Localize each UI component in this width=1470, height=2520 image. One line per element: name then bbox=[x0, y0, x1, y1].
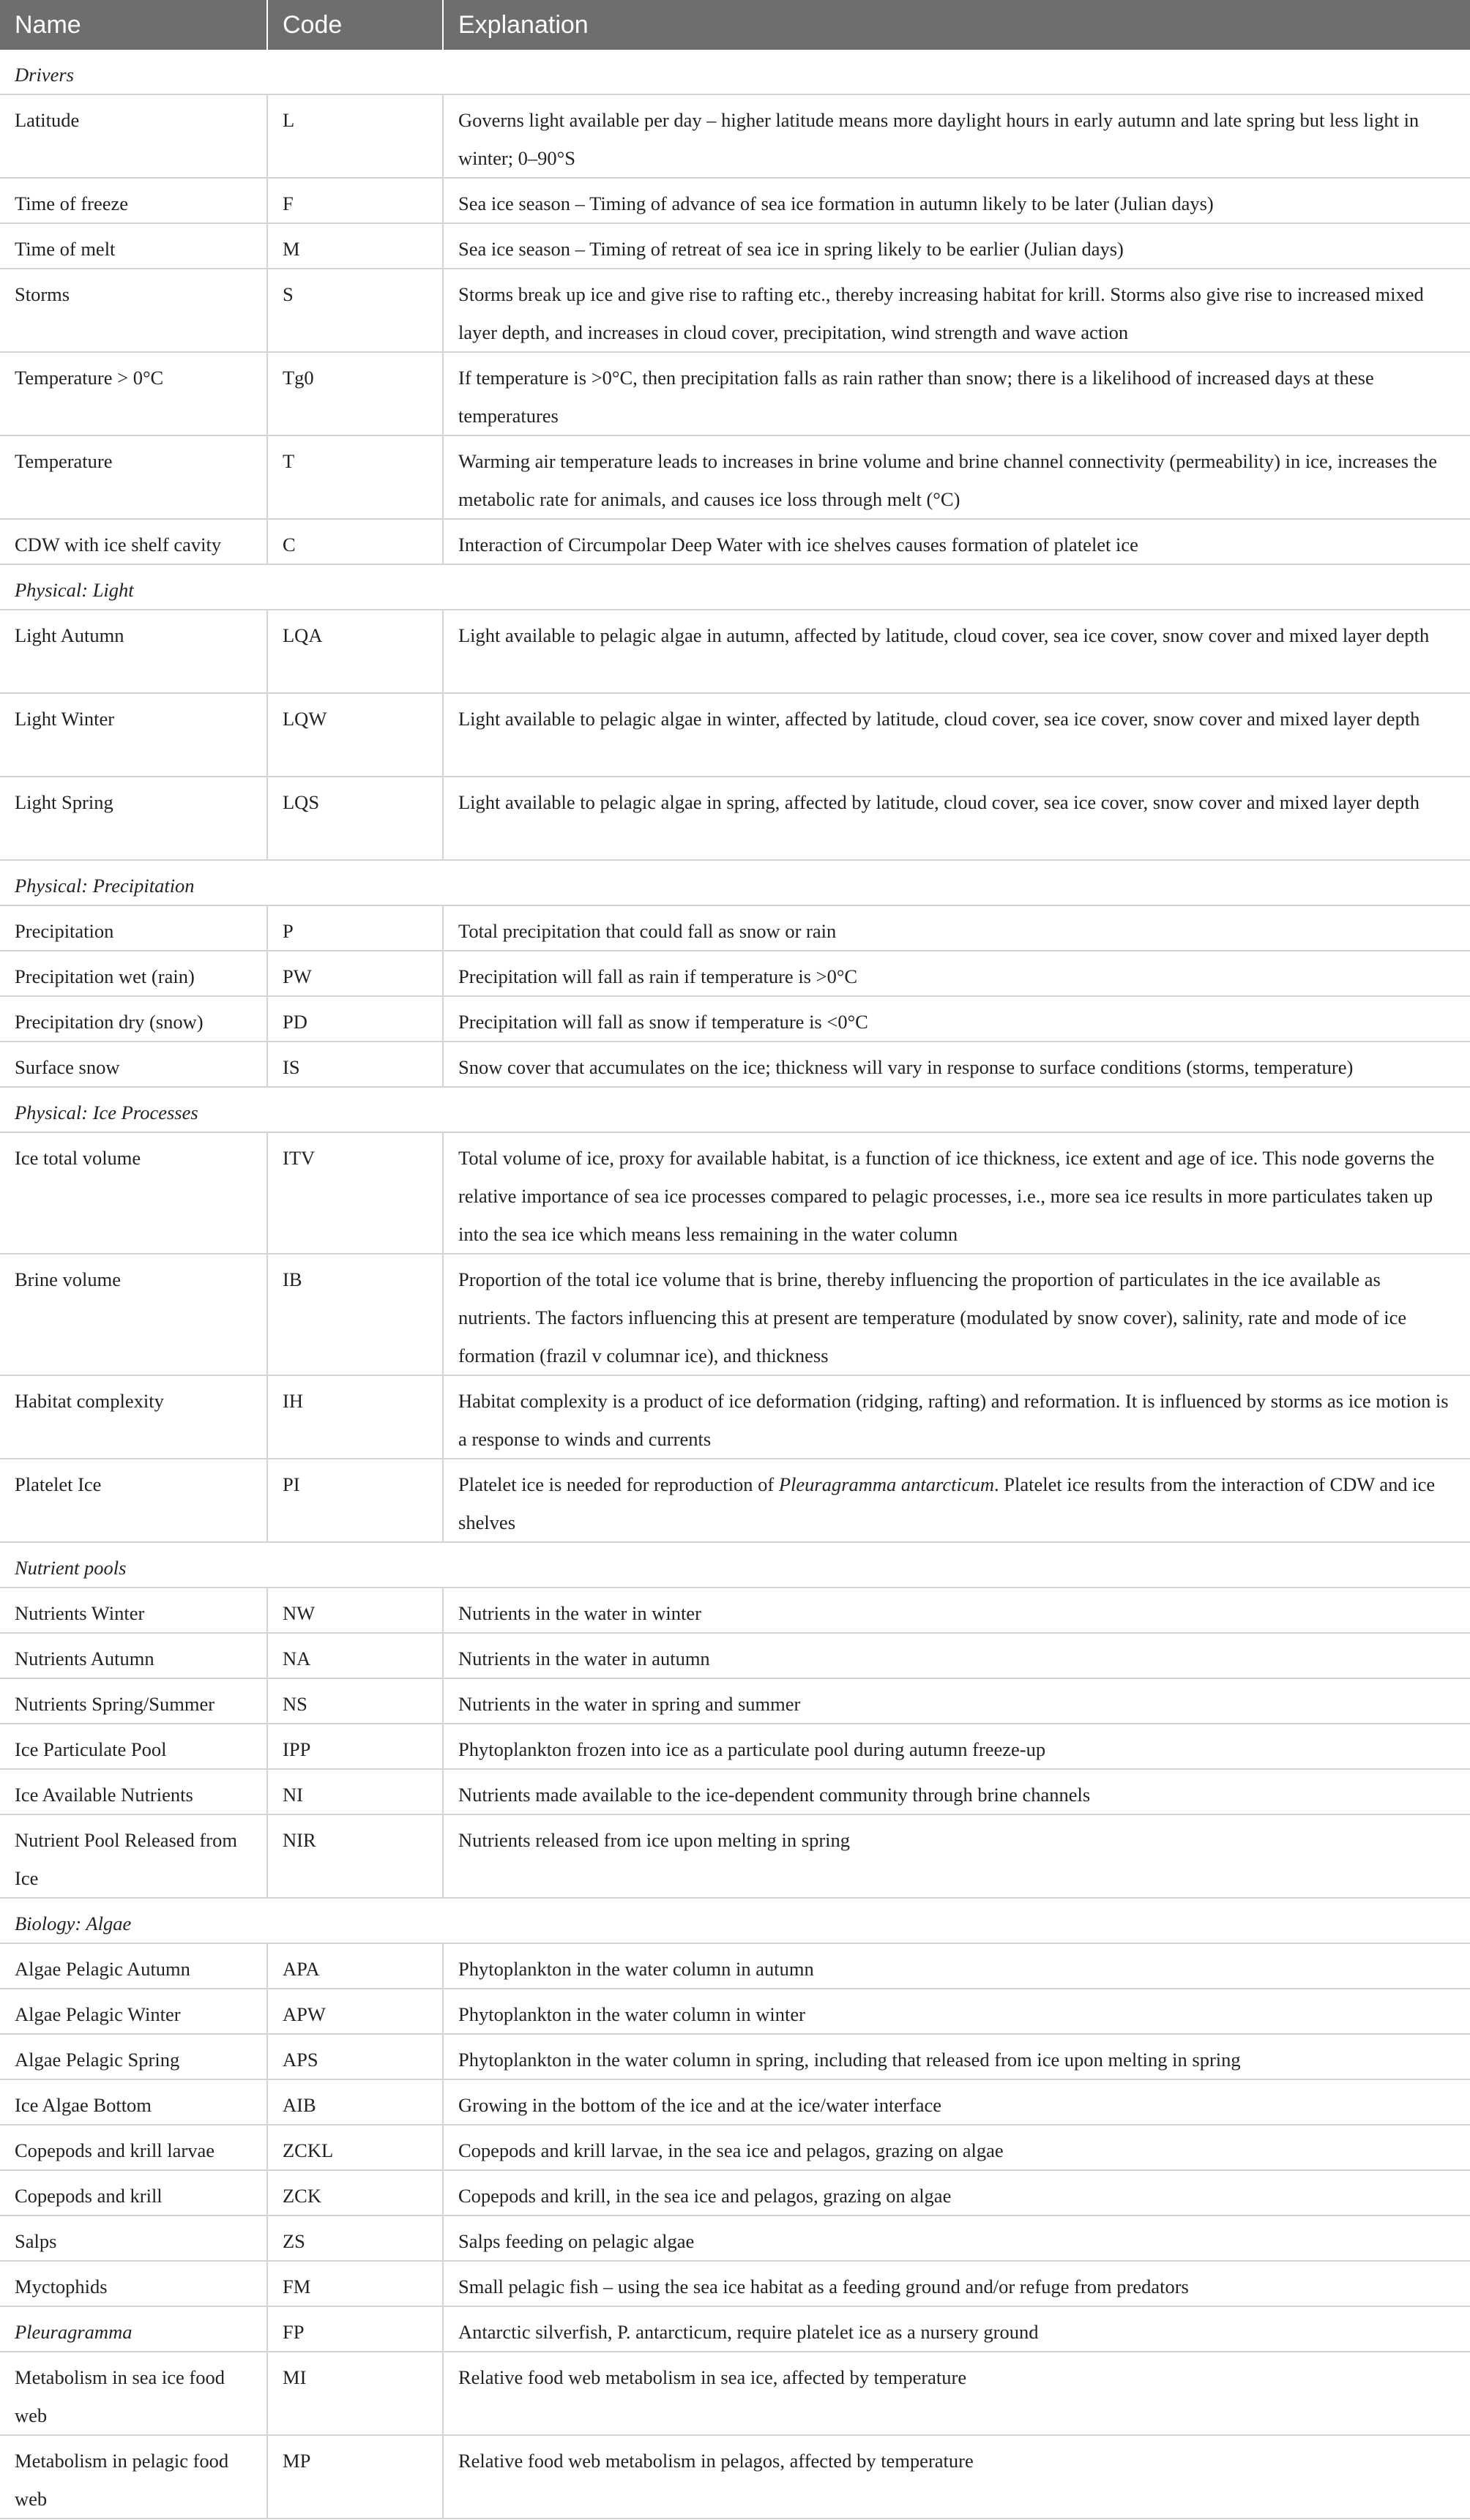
row-code: IB bbox=[267, 1254, 443, 1375]
row-code: APW bbox=[267, 1989, 443, 2034]
row-code: S bbox=[267, 269, 443, 352]
row-explanation: Copepods and krill larvae, in the sea ice and pelagos, grazing on algae bbox=[443, 2125, 1470, 2170]
row-name: Time of freeze bbox=[0, 178, 267, 223]
row-name: Algae Pelagic Spring bbox=[0, 2034, 267, 2079]
row-explanation: If temperature is >0°C, then precipitation falls as rain rather than snow; there is a likelihood of increased days at these temperatures bbox=[443, 352, 1470, 435]
row-code: C bbox=[267, 519, 443, 564]
row-name: Precipitation wet (rain) bbox=[0, 951, 267, 996]
row-code: PW bbox=[267, 951, 443, 996]
row-name: Algae Pelagic Autumn bbox=[0, 1943, 267, 1989]
table-row bbox=[0, 2125, 1470, 2170]
table-row bbox=[0, 1724, 1470, 1769]
row-code: MP bbox=[267, 2435, 443, 2519]
row-name: Ice Algae Bottom bbox=[0, 2079, 267, 2125]
row-name: Platelet Ice bbox=[0, 1459, 267, 1542]
table-row bbox=[0, 1042, 1470, 1087]
table-row bbox=[0, 1989, 1470, 2034]
row-explanation: Sea ice season – Timing of advance of sea ice formation in autumn likely to be later (Julian days) bbox=[443, 178, 1470, 223]
row-code: LQW bbox=[267, 693, 443, 777]
row-code: M bbox=[267, 223, 443, 269]
row-name: Nutrients Autumn bbox=[0, 1633, 267, 1678]
row-code: PI bbox=[267, 1459, 443, 1542]
row-code: ZCK bbox=[267, 2170, 443, 2216]
row-name: Ice Particulate Pool bbox=[0, 1724, 267, 1769]
row-explanation: Small pelagic fish – using the sea ice habitat as a feeding ground and/or refuge from predators bbox=[443, 2261, 1470, 2306]
table-row bbox=[0, 2079, 1470, 2125]
row-explanation: Precipitation will fall as rain if temperature is >0°C bbox=[443, 951, 1470, 996]
section-row bbox=[0, 1542, 1470, 1588]
row-code: LQS bbox=[267, 777, 443, 860]
header-name: Name bbox=[0, 0, 267, 50]
section-title: Physical: Ice Processes bbox=[0, 1087, 1470, 1132]
table-row bbox=[0, 1459, 1470, 1542]
row-explanation: Governs light available per day – higher latitude means more daylight hours in early autumn and late spring but less light in winter; 0–90°S bbox=[443, 94, 1470, 178]
row-name: Storms bbox=[0, 269, 267, 352]
row-code: NI bbox=[267, 1769, 443, 1814]
table-row bbox=[0, 1678, 1470, 1724]
row-code: IPP bbox=[267, 1724, 443, 1769]
row-name: CDW with ice shelf cavity bbox=[0, 519, 267, 564]
row-explanation bbox=[443, 1459, 1470, 1542]
row-explanation: Nutrients made available to the ice-dependent community through brine channels bbox=[443, 1769, 1470, 1814]
row-explanation: Precipitation will fall as snow if temperature is <0°C bbox=[443, 996, 1470, 1042]
row-name: Copepods and krill larvae bbox=[0, 2125, 267, 2170]
row-explanation: Nutrients in the water in winter bbox=[443, 1588, 1470, 1633]
row-code: ZS bbox=[267, 2216, 443, 2261]
row-explanation: Phytoplankton in the water column in autumn bbox=[443, 1943, 1470, 1989]
row-explanation: Light available to pelagic algae in autumn, affected by latitude, cloud cover, sea ice cover, snow cover and mixed layer depth bbox=[443, 610, 1470, 693]
row-code: AIB bbox=[267, 2079, 443, 2125]
row-name: Metabolism in sea ice food web bbox=[0, 2352, 267, 2435]
row-explanation: Proportion of the total ice volume that is brine, thereby influencing the proportion of particulates in the ice available as nutrients. The factors influencing this at present are temperature (modulated by snow cover), salinity, rate and mode of ice formation (frazil v columnar ice), and thickness bbox=[443, 1254, 1470, 1375]
table-row bbox=[0, 996, 1470, 1042]
row-name: Brine volume bbox=[0, 1254, 267, 1375]
row-explanation: Growing in the bottom of the ice and at the ice/water interface bbox=[443, 2079, 1470, 2125]
row-code: F bbox=[267, 178, 443, 223]
row-explanation: Interaction of Circumpolar Deep Water with ice shelves causes formation of platelet ice bbox=[443, 519, 1470, 564]
row-explanation: Nutrients released from ice upon melting in spring bbox=[443, 1814, 1470, 1898]
row-code: MI bbox=[267, 2352, 443, 2435]
table-row bbox=[0, 2034, 1470, 2079]
table-row bbox=[0, 1943, 1470, 1989]
row-name: Temperature bbox=[0, 435, 267, 519]
section-title: Physical: Light bbox=[0, 564, 1470, 610]
table-row bbox=[0, 2216, 1470, 2261]
row-explanation: Salps feeding on pelagic algae bbox=[443, 2216, 1470, 2261]
table-row bbox=[0, 693, 1470, 777]
row-name: Precipitation bbox=[0, 905, 267, 951]
row-code: APA bbox=[267, 1943, 443, 1989]
row-explanation: Relative food web metabolism in sea ice, affected by temperature bbox=[443, 2352, 1470, 2435]
row-explanation: Phytoplankton frozen into ice as a particulate pool during autumn freeze-up bbox=[443, 1724, 1470, 1769]
table-row bbox=[0, 610, 1470, 693]
header-row bbox=[0, 0, 1470, 50]
section-title: Biology: Algae bbox=[0, 1898, 1470, 1943]
table-row bbox=[0, 1254, 1470, 1375]
table-row bbox=[0, 905, 1470, 951]
row-explanation: Habitat complexity is a product of ice deformation (ridging, rafting) and reformation. It is influenced by storms as ice motion is a response to winds and currents bbox=[443, 1375, 1470, 1459]
table-row bbox=[0, 352, 1470, 435]
table-row bbox=[0, 269, 1470, 352]
table-row bbox=[0, 2352, 1470, 2435]
row-code: T bbox=[267, 435, 443, 519]
row-explanation: Total precipitation that could fall as snow or rain bbox=[443, 905, 1470, 951]
row-code: Tg0 bbox=[267, 352, 443, 435]
row-name: Algae Pelagic Winter bbox=[0, 1989, 267, 2034]
row-code: NW bbox=[267, 1588, 443, 1633]
row-code: FP bbox=[267, 2306, 443, 2352]
table-row bbox=[0, 777, 1470, 860]
row-code: NA bbox=[267, 1633, 443, 1678]
row-name: Surface snow bbox=[0, 1042, 267, 1087]
row-name: Nutrient Pool Released from Ice bbox=[0, 1814, 267, 1898]
row-code: P bbox=[267, 905, 443, 951]
header-code: Code bbox=[267, 0, 443, 50]
row-name: Metabolism in pelagic food web bbox=[0, 2435, 267, 2519]
row-name: Ice Available Nutrients bbox=[0, 1769, 267, 1814]
row-code: APS bbox=[267, 2034, 443, 2079]
row-code: PD bbox=[267, 996, 443, 1042]
table-row bbox=[0, 2306, 1470, 2352]
section-row bbox=[0, 860, 1470, 905]
row-code: L bbox=[267, 94, 443, 178]
row-code: ITV bbox=[267, 1132, 443, 1254]
section-row bbox=[0, 50, 1470, 94]
row-name: Salps bbox=[0, 2216, 267, 2261]
section-row bbox=[0, 1898, 1470, 1943]
row-explanation: Light available to pelagic algae in spring, affected by latitude, cloud cover, sea ice cover, snow cover and mixed layer depth bbox=[443, 777, 1470, 860]
row-explanation: Copepods and krill, in the sea ice and pelagos, grazing on algae bbox=[443, 2170, 1470, 2216]
table-row bbox=[0, 1375, 1470, 1459]
row-explanation: Sea ice season – Timing of retreat of sea ice in spring likely to be earlier (Julian days) bbox=[443, 223, 1470, 269]
row-explanation: Warming air temperature leads to increases in brine volume and brine channel connectivity (permeability) in ice, increases the metabolic rate for animals, and causes ice loss through melt (°C) bbox=[443, 435, 1470, 519]
row-explanation: Nutrients in the water in spring and summer bbox=[443, 1678, 1470, 1724]
row-name: Light Autumn bbox=[0, 610, 267, 693]
row-name: Temperature > 0°C bbox=[0, 352, 267, 435]
header-explanation: Explanation bbox=[443, 0, 1470, 50]
row-code: LQA bbox=[267, 610, 443, 693]
species-name: Pleuragramma antarcticum bbox=[778, 1473, 994, 1495]
explanation-part: . Platelet ice results from the interaction of CDW and ice shelves bbox=[458, 1473, 1436, 1533]
row-explanation: Nutrients in the water in autumn bbox=[443, 1633, 1470, 1678]
row-name: Latitude bbox=[0, 94, 267, 178]
table-row bbox=[0, 94, 1470, 178]
table-row bbox=[0, 178, 1470, 223]
row-name: Time of melt bbox=[0, 223, 267, 269]
row-name: Light Spring bbox=[0, 777, 267, 860]
row-code: NS bbox=[267, 1678, 443, 1724]
table-row bbox=[0, 2261, 1470, 2306]
section-row bbox=[0, 1087, 1470, 1132]
table-row bbox=[0, 2435, 1470, 2519]
table-row bbox=[0, 1769, 1470, 1814]
row-name: Nutrients Winter bbox=[0, 1588, 267, 1633]
row-name: Pleuragramma bbox=[0, 2306, 267, 2352]
row-name: Precipitation dry (snow) bbox=[0, 996, 267, 1042]
row-name: Nutrients Spring/Summer bbox=[0, 1678, 267, 1724]
table-row bbox=[0, 951, 1470, 996]
table-row bbox=[0, 1633, 1470, 1678]
table-row bbox=[0, 519, 1470, 564]
row-name: Light Winter bbox=[0, 693, 267, 777]
row-code: NIR bbox=[267, 1814, 443, 1898]
row-explanation: Storms break up ice and give rise to rafting etc., thereby increasing habitat for krill. Storms also give rise to increased mixed layer depth, and increases in cloud cover, precipitation, wind strength and wave action bbox=[443, 269, 1470, 352]
row-code: IS bbox=[267, 1042, 443, 1087]
row-name: Myctophids bbox=[0, 2261, 267, 2306]
table-row bbox=[0, 223, 1470, 269]
row-code: ZCKL bbox=[267, 2125, 443, 2170]
row-name: Habitat complexity bbox=[0, 1375, 267, 1459]
row-explanation: Phytoplankton in the water column in spring, including that released from ice upon melting in spring bbox=[443, 2034, 1470, 2079]
section-row bbox=[0, 564, 1470, 610]
row-explanation: Antarctic silverfish, P. antarcticum, require platelet ice as a nursery ground bbox=[443, 2306, 1470, 2352]
row-explanation: Phytoplankton in the water column in winter bbox=[443, 1989, 1470, 2034]
row-explanation: Relative food web metabolism in pelagos, affected by temperature bbox=[443, 2435, 1470, 2519]
section-title: Nutrient pools bbox=[0, 1542, 1470, 1588]
row-code: IH bbox=[267, 1375, 443, 1459]
row-name: Ice total volume bbox=[0, 1132, 267, 1254]
row-explanation: Light available to pelagic algae in winter, affected by latitude, cloud cover, sea ice cover, snow cover and mixed layer depth bbox=[443, 693, 1470, 777]
row-explanation: Total volume of ice, proxy for available habitat, is a function of ice thickness, ice extent and age of ice. This node governs the relative importance of sea ice processes compared to pelagic processes, i.e., more sea ice results in more particulates taken up into the sea ice which means less remaining in the water column bbox=[443, 1132, 1470, 1254]
section-title: Drivers bbox=[0, 50, 1470, 94]
section-title: Physical: Precipitation bbox=[0, 860, 1470, 905]
row-explanation: Snow cover that accumulates on the ice; thickness will vary in response to surface conditions (storms, temperature) bbox=[443, 1042, 1470, 1087]
table-row bbox=[0, 435, 1470, 519]
explanation-part: Platelet ice is needed for reproduction of bbox=[458, 1473, 779, 1495]
table-row bbox=[0, 2170, 1470, 2216]
row-code: FM bbox=[267, 2261, 443, 2306]
table-row bbox=[0, 1132, 1470, 1254]
row-name: Copepods and krill bbox=[0, 2170, 267, 2216]
table-row bbox=[0, 1814, 1470, 1898]
table-row bbox=[0, 1588, 1470, 1633]
